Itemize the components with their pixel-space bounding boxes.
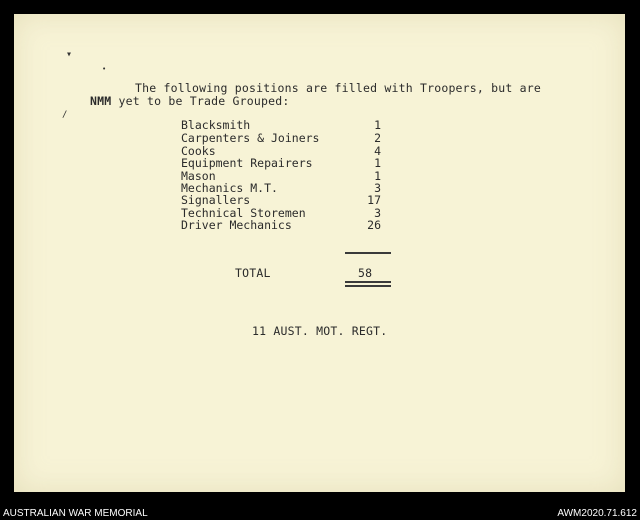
position-row	[181, 206, 401, 218]
archive-reference: AWM2020.71.612	[557, 508, 637, 519]
unit-signature: 11 AUST. MOT. REGT.	[252, 324, 388, 338]
position-count: 1	[374, 156, 381, 170]
position-label: Driver Mechanics	[181, 218, 292, 232]
struck-word: NMM	[90, 94, 112, 108]
position-label: Mechanics M.T.	[181, 181, 278, 195]
total-label: TOTAL	[235, 266, 271, 280]
position-count: 1	[374, 118, 381, 132]
position-label: Carpenters & Joiners	[181, 131, 320, 145]
position-row	[181, 181, 401, 193]
intro-line-2-text: yet to be Trade Grouped:	[118, 94, 290, 108]
intro-line-1: The following positions are filled with Troopers, but are	[135, 81, 542, 95]
position-label: Equipment Repairers	[181, 156, 313, 170]
position-row	[181, 118, 401, 130]
position-row	[181, 144, 401, 156]
subtotal-rule	[345, 252, 391, 254]
position-label: Cooks	[181, 144, 216, 158]
intro-line-2	[90, 94, 289, 108]
archive-name: AUSTRALIAN WAR MEMORIAL	[3, 508, 148, 519]
position-count: 2	[374, 131, 381, 145]
position-count: 4	[374, 144, 381, 158]
ink-speck: ▾	[66, 49, 73, 60]
position-row	[181, 169, 401, 181]
total-double-rule-top	[345, 281, 391, 283]
position-label: Signallers	[181, 193, 251, 207]
position-label: Mason	[181, 169, 216, 183]
position-count: 3	[374, 206, 381, 220]
position-label: Technical Storemen	[181, 206, 306, 220]
position-row	[181, 131, 401, 143]
document-page	[14, 14, 625, 492]
total-double-rule-bottom	[345, 285, 391, 287]
position-count: 1	[374, 169, 381, 183]
position-row	[181, 193, 401, 205]
total-value: 58	[358, 266, 373, 280]
position-row	[181, 156, 401, 168]
position-count: 3	[374, 181, 381, 195]
position-count: 26	[367, 218, 381, 232]
ink-speck: •	[102, 65, 107, 73]
position-row	[181, 218, 401, 230]
position-count: 17	[367, 193, 381, 207]
position-label: Blacksmith	[181, 118, 251, 132]
archive-footer	[0, 492, 640, 520]
ink-speck: /	[62, 110, 68, 120]
